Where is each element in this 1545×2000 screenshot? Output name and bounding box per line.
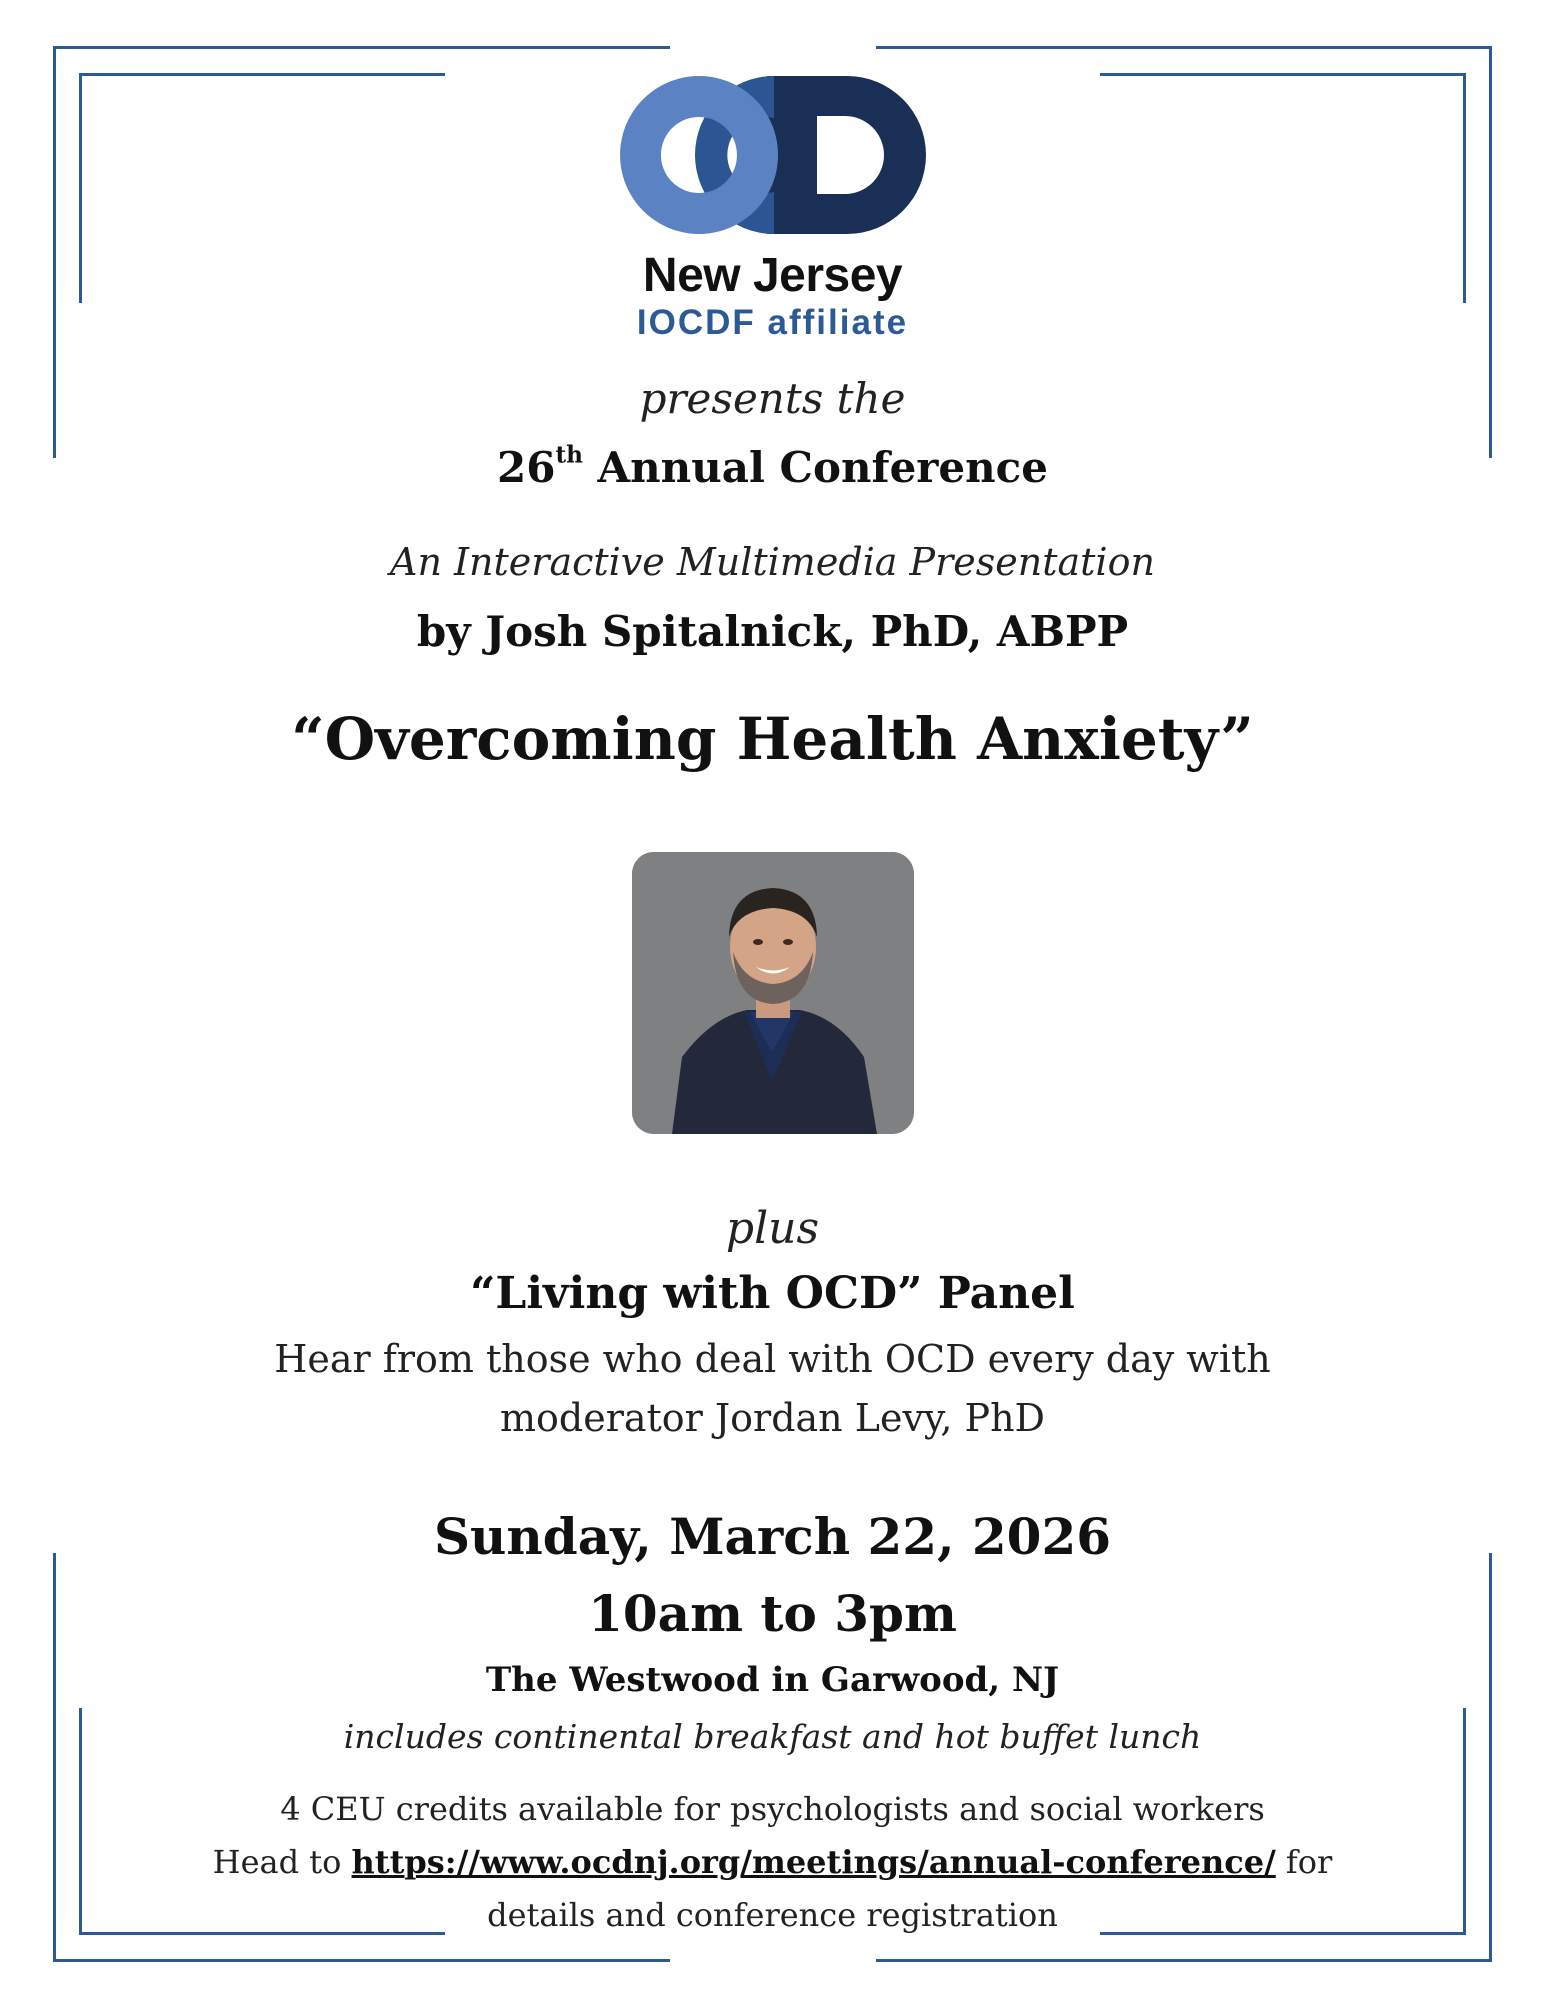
ceu-credits: 4 CEU credits available for psychologists and social workers xyxy=(280,1790,1265,1828)
conference-heading xyxy=(0,443,1545,492)
presents-text: presents the xyxy=(639,374,906,423)
edition-suffix: th xyxy=(555,441,583,469)
frame-outer-top-right-h xyxy=(876,46,1492,49)
logo-iocdf-affiliate: IOCDF affiliate xyxy=(636,303,909,342)
plus-text: plus xyxy=(725,1203,820,1254)
ocd-logo-mark xyxy=(617,72,929,238)
registration-line xyxy=(0,1843,1545,1881)
frame-inner-top-left-h xyxy=(79,73,445,76)
edition-number: 26 xyxy=(497,443,556,492)
panel-description-line1: Hear from those who deal with OCD every day with xyxy=(274,1337,1271,1381)
head-to-text: Head to xyxy=(212,1843,342,1881)
conference-link[interactable]: https://www.ocdnj.org/meetings/annual-conference/ xyxy=(351,1843,1276,1881)
frame-outer-bottom-left-h xyxy=(53,1959,670,1962)
presenter-name: by Josh Spitalnick, PhD, ABPP xyxy=(416,607,1129,656)
panel-title: “Living with OCD” Panel xyxy=(470,1268,1075,1319)
frame-outer-top-left-h xyxy=(53,46,670,49)
event-venue: The Westwood in Garwood, NJ xyxy=(485,1660,1060,1700)
event-time: 10am to 3pm xyxy=(588,1584,957,1643)
frame-inner-top-right-h xyxy=(1100,73,1466,76)
presenter-photo xyxy=(632,852,914,1134)
conference-label: Annual Conference xyxy=(597,443,1048,492)
registration-details: details and conference registration xyxy=(487,1896,1058,1934)
logo-new-jersey: New Jersey xyxy=(642,249,903,302)
talk-title: “Overcoming Health Anxiety” xyxy=(291,705,1254,773)
panel-description-line2: moderator Jordan Levy, PhD xyxy=(499,1396,1046,1440)
presentation-format: An Interactive Multimedia Presentation xyxy=(390,540,1155,584)
for-text: for xyxy=(1285,1843,1333,1881)
event-date: Sunday, March 22, 2026 xyxy=(433,1507,1112,1566)
presenter-headshot-image xyxy=(632,852,914,1134)
event-meals: includes continental breakfast and hot buffet lunch xyxy=(343,1717,1202,1756)
frame-outer-bottom-right-h xyxy=(876,1959,1492,1962)
